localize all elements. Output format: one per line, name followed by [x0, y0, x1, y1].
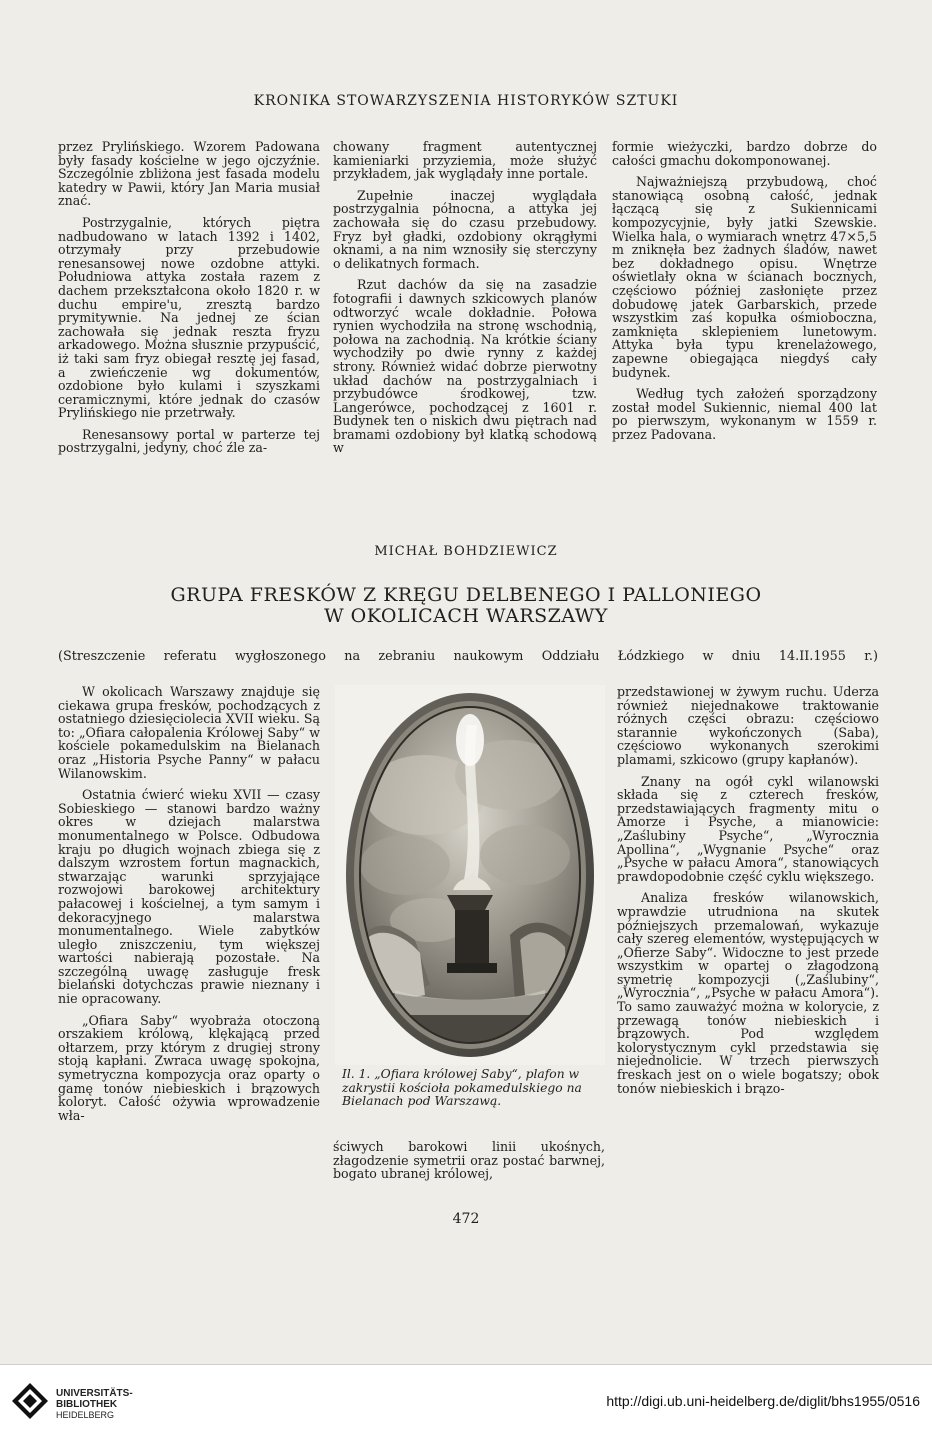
library-name-line: UNIVERSITÄTS- — [56, 1388, 133, 1399]
paragraph: Postrzygalnie, których piętra nadbudowano w latach 1392 i 1402, otrzymały przy przebudowie renesansowej nowe ozdobne attyki. Południowa attyka została razem z dachem przekształcona około 1820 r. w duchu empire'u, zresztą bardzo prymitywnie. Na jednej ze ścian zachowała się jednak reszta fryzu arkadowego. Można słusznie przypuścić, iż taki sam fryz obiegał resztę jej fasad, a zwieńczenie wg dokumentów, ozdobione było kulami i szyszkami ceramicznymi, które jednak do czasów Prylińskiego nie przetrwały. — [58, 214, 320, 421]
library-name-line: BIBLIOTHEK — [56, 1398, 118, 1410]
paragraph: Analiza fresków wilanowskich, wprawdzie utrudniona na skutek późniejszych przemalowań, wykazuje cały szereg elementów, występujących w „Ofierze Saby“. Widoczne to jest przede wszystkim w opartej o złagodzoną symetrię kompozycji („Zaślubiny“, „Wyrocznia“, „Psyche w pałacu Amora“). To samo zauważyć można w kolorycie, z przewagą tonów niebieskich i brązowych. Pod względem kolorystycznym cykl przedstawia się niejednolicie. W trzech pierwszych freskach jest on o wiele bogatszy; obok tonów niebieskich i brązo- — [617, 890, 879, 1096]
paragraph: „Ofiara Saby“ wyobraża otoczoną orszakiem królową, klękającą przed ołtarzem, przy którym z drugiej strony stoją kapłani. Zwraca uwagę spokojna, symetryczna kompozycja oraz oparty o gamę tonów niebieskich i brązowych koloryt. Całość ożywia wprowadzenie wła- — [58, 1012, 320, 1123]
paragraph: Rzut dachów da się na zasadzie fotografii i dawnych szkicowych planów odtworzyć wcale dokładnie. Połowa rynien wychodziła na stronę wschodnią, połowa na zachodnią. Na krótkie ściany wychodziły po dwie rynny z każdej strony. Również widać dobrze pierwotny układ dachów na postrzygalniach i przybudówce środkowej, tzw. Langerówce, pochodzącej z 1601 r. Budynek ten o niskich dwu piętrach nad bramami ozdobiony był klatką schodową w — [333, 277, 597, 456]
paragraph: przedstawionej w żywym ruchu. Uderza również niejednakowe traktowanie różnych części obrazu: częściowo starannie wykończonych (Saba), częściowo wykonanych szerokimi plamami, szkicowo (grupy kapłanów). — [617, 684, 879, 767]
paragraph: formie wieżyczki, bardzo dobrze do całości gmachu dokomponowanej. — [612, 139, 877, 168]
paragraph: Zupełnie inaczej wyglądała postrzygalnia północna, a attyka jej zachowała się do czasu przebudowy. Fryz był gładki, ozdobiony okrągłymi oknami, a na nim wznosiły się sterczyny o delikatnych formach. — [333, 187, 597, 271]
library-name — [56, 1389, 133, 1421]
paragraph: przez Prylińskiego. Wzorem Padowana były fasady kościelne w jego ojczyźnie. Szczególnie zbliżona jest fasada modelu katedry w Pawii, który Jan Maria musiał znać. — [58, 139, 320, 209]
article-title — [0, 585, 932, 627]
top-column-1 — [58, 140, 320, 455]
article-column-3 — [617, 685, 879, 1095]
paragraph: ściwych barokowi linii ukośnych, złagodzenie symetrii oraz postać barwnej, bogato ubranej królowej, — [333, 1139, 605, 1182]
paragraph: Ostatnia ćwierć wieku XVII — czasy Sobieskiego — stanowi bardzo ważny okres w dziejach malarstwa monumentalnego w Polsce. Odbudowa kraju po długich wojnach zbiega się z dalszym wzrostem fortun magnackich, stwarzając warunki sprzyjające rozwojowi barokowej architektury pałacowej i kościelnej, a tym samym i dekoracyjnego malarstwa monumentalnego. Wiele zabytków uległo zniszczeniu, tym większej wartości nabierają pozostałe. Na szczególną uwagę zasługuje fresk bielański dotychczas prawie nieznany i nie opracowany. — [58, 787, 320, 1007]
source-url-link[interactable]: http://digi.ub.uni-heidelberg.de/diglit/bhs1955/0516 — [606, 1393, 920, 1409]
page-number: 472 — [452, 1211, 480, 1227]
paragraph: Najważniejszą przybudową, choć stanowiącą osobną całość, jednak łączącą się z Sukiennicami kompozycyjnie, były jatki Szewskie. Wielka hala, o wymiarach wnętrz 47×5,5 m zniknęła bez żadnych śladów, nawet bez dokładnego opisu. Wnętrze oświetlały okna w ścianach bocznych, częściowo później zasłonięte przez dobudowę jatek Garbarskich, przede wszystkim zaś kopułka ośmioboczna, zamknięta sklepieniem lunetowym. Attyka była typu krenelażowego, zapewne obiegająca niegdyś cały budynek. — [612, 174, 877, 380]
running-head: KRONIKA STOWARZYSZENIA HISTORYKÓW SZTUKI — [253, 93, 679, 109]
library-name-line: HEIDELBERG — [56, 1410, 115, 1420]
digitization-footer — [0, 1364, 932, 1441]
paragraph: Znany na ogół cykl wilanowski składa się z czterech fresków, przedstawiających fragmenty mitu o Amorze i Psyche, a mianowicie: „Zaślubiny Psyche“, „Wyrocznia Apollina“, „Wygnanie Psyche“ oraz „Psyche w pałacu Amora“, stanowiących prawdopodobnie część cyklu większego. — [617, 773, 879, 884]
article-column-2 — [333, 1140, 605, 1181]
article-author: MICHAŁ BOHDZIEWICZ — [374, 544, 558, 559]
figure-caption: Il. 1. „Ofiara królowej Saby“, plafon w zakrystii kościoła pokamedulskiego na Bielanach pod Warszawą. — [342, 1067, 582, 1108]
fresco-illustration — [335, 685, 605, 1065]
paragraph: chowany fragment autentycznej kamieniarki przyziemia, może służyć przykładem, jak wyglądały inne portale. — [333, 139, 597, 182]
top-column-3 — [612, 140, 877, 441]
article-subtitle: (Streszczenie referatu wygłoszonego na zebraniu naukowym Oddziału Łódzkiego w dniu 14.II.1955 r.) — [58, 649, 878, 664]
paragraph: W okolicach Warszawy znajduje się ciekawa grupa fresków, pochodzących z ostatniego dziesięciolecia XVII wieku. Są to: „Ofiara całopalenia Królowej Saby“ w kościele pokamedulskim na Bielanach oraz „Historia Psyche Panny“ w pałacu Wilanowskim. — [58, 684, 320, 781]
article-column-1 — [58, 685, 320, 1122]
paragraph: Według tych założeń sporządzony został model Sukiennic, niemal 400 lat po pierwszym, wykonanym w 1559 r. przez Padovana. — [612, 386, 877, 442]
university-library-logo-icon — [10, 1381, 50, 1421]
top-column-2 — [333, 140, 597, 455]
article-title-line: GRUPA FRESKÓW Z KRĘGU DELBENEGO I PALLONIEGO — [170, 584, 762, 606]
article-title-line: W OKOLICACH WARSZAWY — [324, 605, 608, 627]
paragraph: Renesansowy portal w parterze tej postrzygalni, jedyny, choć źle za- — [58, 426, 320, 456]
